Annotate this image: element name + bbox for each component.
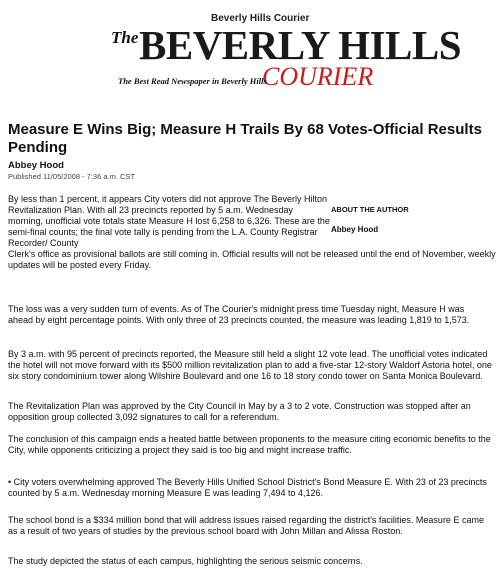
article-paragraph-3: By 3 a.m. with 95 percent of precincts reported, the Measure still held a slight 12 vote lead. The unofficial votes indicated the hotel will not move forward with its $500 million revitalization plan to add a five-star 12-story Waldorf Astoria hotel, one six story condominium tower along Wilshire Boulevard and one 16 to 18 story condo tower on Santa Monica Boulevard. bbox=[8, 349, 492, 381]
masthead-courier: COURIER bbox=[262, 62, 374, 91]
masthead-the: The bbox=[111, 28, 139, 47]
about-author-title: ABOUT THE AUTHOR bbox=[331, 205, 409, 214]
article-published-date: Published 11/05/2008 - 7:36 a.m. CST bbox=[8, 172, 136, 181]
article-paragraph-7: The school bond is a $334 million bond that will address issues raised regarding the district's facilities. Measure E came as a result of two years of studies by the previous school board with John Millan and Alissa Roston. bbox=[8, 515, 484, 536]
masthead-tagline: The Best Read Newspaper in Beverly Hills bbox=[118, 76, 267, 86]
masthead bbox=[0, 0, 504, 112]
article-paragraph-5: The conclusion of this campaign ends a heated battle between proponents to the measure citing economic benefits to the City, while opponents criticizing a project they said is too big and might increase traffic. bbox=[8, 434, 491, 455]
article-paragraph-1 bbox=[8, 194, 498, 271]
about-author-name[interactable]: Abbey Hood bbox=[331, 225, 379, 234]
article-paragraph-4: The Revitalization Plan was approved by the City Council in May by a 3 to 2 vote. Construction was stopped after an opposition group collected 3,092 signatures to call for a referendum. bbox=[8, 401, 471, 422]
masthead-title: BEVERLY HILLS bbox=[139, 22, 462, 68]
paragraph-1-wide-text: Clerk's office as provisional ballots are still coming in. Official results will not be released until the end of November, weekly updates will be posted every Friday. bbox=[8, 249, 496, 270]
paragraph-1-narrow-text: By less than 1 percent, it appears City voters did not approve The Beverly Hilton Revitalization Plan. With all 23 precincts reported by 5 a.m. Wednesday morning, unofficial vote totals state Measure H lost 6,258 to 6,326. These are the semi-final counts; the final vote tally is pending from the L.A. County Registrar Recorder/ County bbox=[8, 194, 330, 248]
article-paragraph-2: The loss was a very sudden turn of events. As of The Courier's midnight press time Tuesday night, Measure H was ahead by eight percentage points. With only three of 23 precincts counted, the measure was leading 1,819 to 1,573. bbox=[8, 304, 470, 325]
article-headline: Measure E Wins Big; Measure H Trails By 68 Votes-Official Results Pending bbox=[8, 121, 482, 156]
article-paragraph-8: The study depicted the status of each campus, highlighting the serious seismic concerns. bbox=[8, 556, 363, 566]
article-paragraph-6: • City voters overwhelming approved The Beverly Hills Unified School District's Bond Measure E. With 23 of 23 precincts counted by 5 a.m. Wednesday morning Measure E was leading 7,494 to 4,126. bbox=[8, 477, 487, 498]
masthead-top-label: Beverly Hills Courier bbox=[211, 13, 310, 24]
article-author[interactable]: Abbey Hood bbox=[8, 160, 64, 171]
